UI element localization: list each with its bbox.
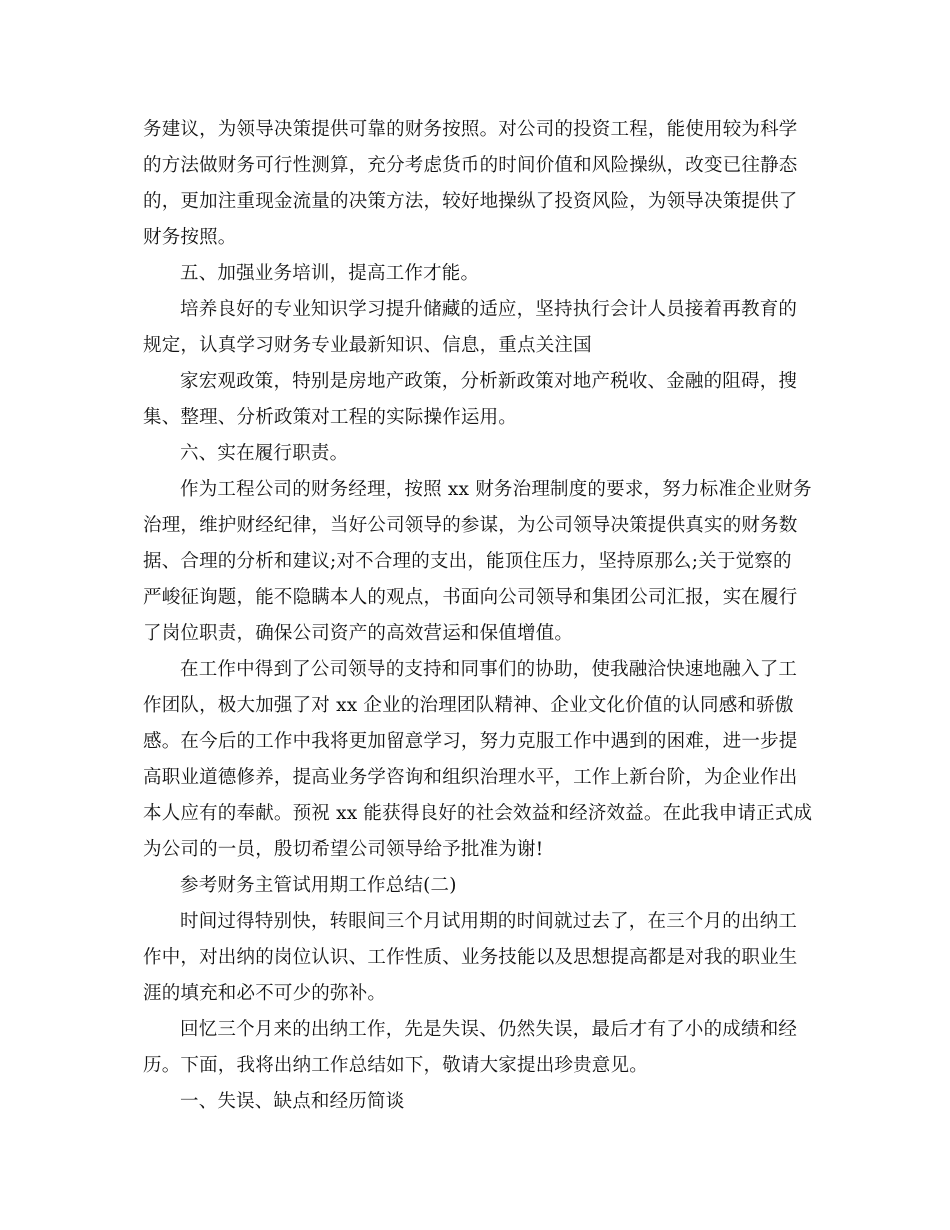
- text-line: 了岗位职责，确保公司资产的高效营运和保值增值。: [143, 623, 574, 644]
- text-line: 财务按照。: [143, 227, 237, 248]
- text-line: 作团队，极大加强了对 xx 企业的治理团队精神、企业文化价值的认同感和骄傲: [143, 695, 794, 716]
- section-title: 参考财务主管试用期工作总结(二): [180, 875, 457, 896]
- section-heading: 五、加强业务培训，提高工作才能。: [180, 263, 480, 284]
- text-line: 治理，维护财经纪律，当好公司领导的参谋，为公司领导决策提供真实的财务数: [143, 515, 798, 536]
- text-line: 涯的填充和必不可少的弥补。: [143, 983, 387, 1004]
- text-line: 据、合理的分析和建议;对不合理的支出，能顶住压力，坚持原那么;关于觉察的: [143, 551, 792, 572]
- text-line: 的方法做财务可行性测算，充分考虑货币的时间价值和风险操纵，改变已往静态: [143, 155, 798, 176]
- text-line: 回忆三个月来的出纳工作，先是失误、仍然失误，最后才有了小的成绩和经: [180, 1019, 798, 1040]
- text-line: 高职业道德修养，提高业务学咨询和组织治理水平，工作上新台阶，为企业作出: [143, 767, 798, 788]
- text-line: 务建议，为领导决策提供可靠的财务按照。对公司的投资工程，能使用较为科学: [143, 119, 798, 140]
- text-line: 的，更加注重现金流量的决策方法，较好地操纵了投资风险，为领导决策提供了: [143, 191, 798, 212]
- text-line: 本人应有的奉献。预祝 xx 能获得良好的社会效益和经济效益。在此我申请正式成: [143, 803, 813, 824]
- text-line: 培养良好的专业知识学习提升储藏的适应，坚持执行会计人员接着再教育的: [180, 299, 798, 320]
- text-line: 感。在今后的工作中我将更加留意学习，努力克服工作中遇到的困难，进一步提: [143, 731, 798, 752]
- text-line: 严峻征询题，能不隐瞒本人的观点，书面向公司领导和集团公司汇报，实在履行: [143, 587, 798, 608]
- text-line: 家宏观政策，特别是房地产政策，分析新政策对地产税收、金融的阻碍，搜: [180, 371, 798, 392]
- section-heading: 六、实在履行职责。: [180, 443, 349, 464]
- text-line: 规定，认真学习财务专业最新知识、信息，重点关注国: [143, 335, 592, 356]
- text-line: 为公司的一员，殷切希望公司领导给予批准为谢!: [143, 839, 544, 860]
- text-line: 时间过得特别快，转眼间三个月试用期的时间就过去了，在三个月的出纳工: [180, 911, 798, 932]
- text-line: 作为工程公司的财务经理，按照 xx 财务治理制度的要求，努力标准企业财务: [180, 479, 812, 500]
- text-line: 历。下面，我将出纳工作总结如下，敬请大家提出珍贵意见。: [143, 1055, 648, 1076]
- section-heading: 一、失误、缺点和经历简谈: [180, 1091, 405, 1112]
- text-line: 集、整理、分析政策对工程的实际操作运用。: [143, 407, 518, 428]
- text-line: 作中，对出纳的岗位认识、工作性质、业务技能以及思想提高都是对我的职业生: [143, 947, 798, 968]
- text-line: 在工作中得到了公司领导的支持和同事们的协助，使我融洽快速地融入了工: [180, 659, 798, 680]
